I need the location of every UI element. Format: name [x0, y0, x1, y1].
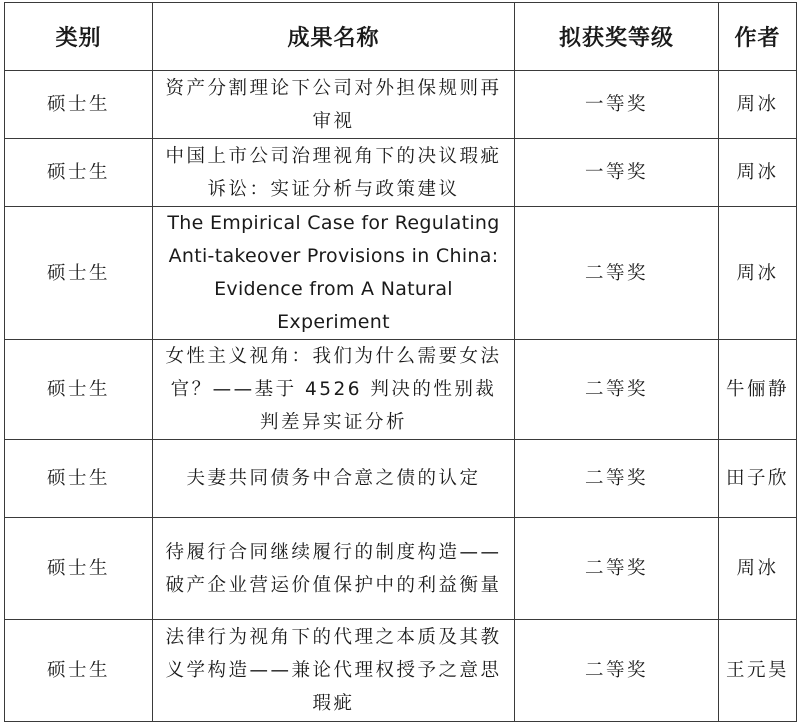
header-row — [5, 3, 797, 71]
header-title: 成果名称 — [153, 3, 515, 71]
cell-level: 一等奖 — [515, 139, 719, 207]
cell-category: 硕士生 — [5, 620, 153, 722]
header-level: 拟获奖等级 — [515, 3, 719, 71]
table-row — [5, 207, 797, 340]
cell-category: 硕士生 — [5, 71, 153, 139]
table-row — [5, 518, 797, 620]
awards-table — [4, 2, 797, 722]
cell-title: 夫妻共同债务中合意之债的认定 — [153, 440, 515, 518]
cell-author: 周冰 — [719, 518, 797, 620]
cell-title: 资产分割理论下公司对外担保规则再审视 — [153, 71, 515, 139]
header-author: 作者 — [719, 3, 797, 71]
cell-level: 二等奖 — [515, 207, 719, 340]
cell-author: 牛俪静 — [719, 340, 797, 440]
cell-level: 二等奖 — [515, 620, 719, 722]
cell-title: 待履行合同继续履行的制度构造——破产企业营运价值保护中的利益衡量 — [153, 518, 515, 620]
cell-title: 女性主义视角：我们为什么需要女法官？——基于 4526 判决的性别裁判差异实证分析 — [153, 340, 515, 440]
cell-title: The Empirical Case for Regulating Anti-takeover Provisions in China: Evidence from A Natural Experiment — [153, 207, 515, 340]
table-row — [5, 440, 797, 518]
cell-level: 一等奖 — [515, 71, 719, 139]
cell-category: 硕士生 — [5, 518, 153, 620]
cell-category: 硕士生 — [5, 207, 153, 340]
cell-level: 二等奖 — [515, 518, 719, 620]
cell-author: 田子欣 — [719, 440, 797, 518]
cell-level: 二等奖 — [515, 440, 719, 518]
header-category: 类别 — [5, 3, 153, 71]
table-row — [5, 71, 797, 139]
cell-category: 硕士生 — [5, 340, 153, 440]
cell-author: 周冰 — [719, 71, 797, 139]
cell-title: 中国上市公司治理视角下的决议瑕疵诉讼：实证分析与政策建议 — [153, 139, 515, 207]
table-row — [5, 340, 797, 440]
cell-category: 硕士生 — [5, 139, 153, 207]
cell-author: 周冰 — [719, 207, 797, 340]
cell-level: 二等奖 — [515, 340, 719, 440]
cell-author: 周冰 — [719, 139, 797, 207]
table-row — [5, 139, 797, 207]
cell-author: 王元昊 — [719, 620, 797, 722]
cell-category: 硕士生 — [5, 440, 153, 518]
cell-title: 法律行为视角下的代理之本质及其教义学构造——兼论代理权授予之意思瑕疵 — [153, 620, 515, 722]
table-row — [5, 620, 797, 722]
